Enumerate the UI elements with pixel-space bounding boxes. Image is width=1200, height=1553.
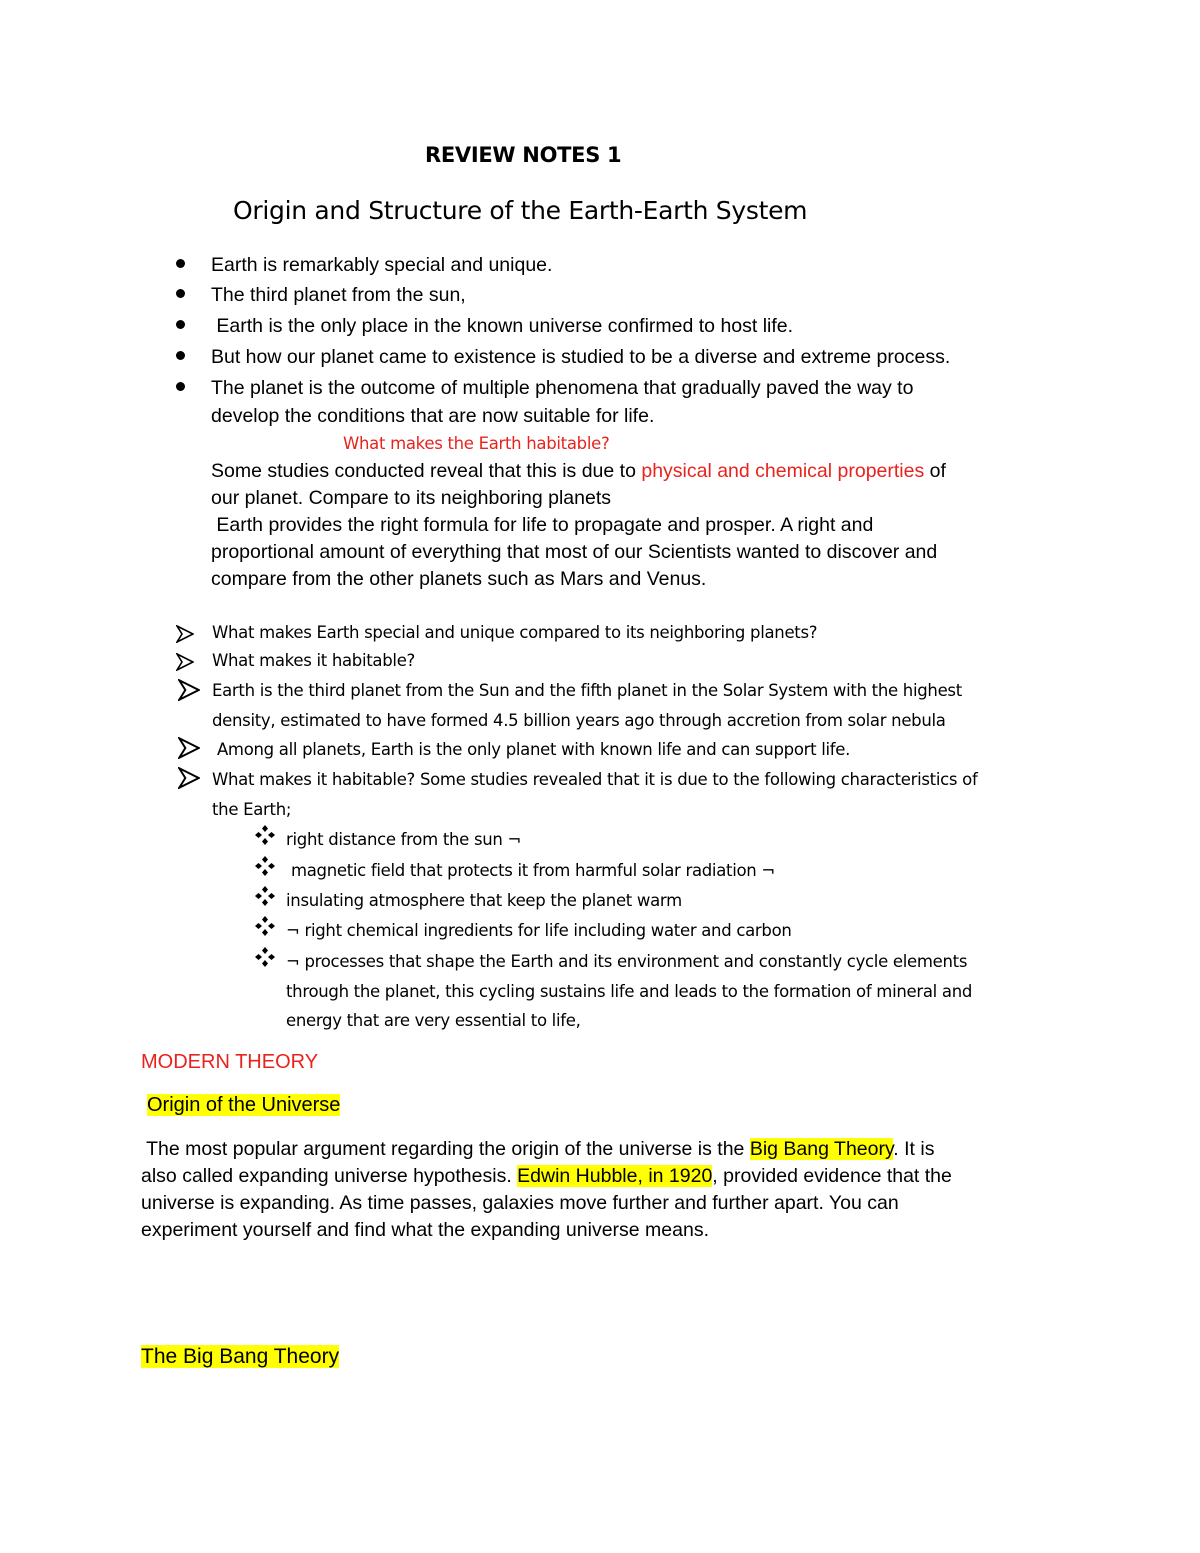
studies-line-3: Earth provides the right formula for life to propagate and prosper. A right and — [211, 514, 874, 536]
list-item-continuation: through the planet, this cycling sustains life and leads to the formation of mineral and — [286, 982, 973, 1001]
list-item: Among all planets, Earth is the only planet with known life and can support life. — [212, 740, 851, 759]
hubble-highlight: Edwin Hubble, in 1920 — [517, 1165, 713, 1187]
studies-text: Some studies conducted reveal that this is due to — [211, 460, 642, 482]
paragraph-line-2 — [141, 1163, 952, 1190]
bullet-dot-icon — [176, 351, 185, 360]
bullet-dot-icon — [176, 320, 185, 329]
modern-theory-heading: MODERN THEORY — [141, 1051, 319, 1073]
para-text: . It is — [893, 1138, 935, 1160]
diamond-bullet-icon — [254, 855, 276, 877]
list-item-continuation: density, estimated to have formed 4.5 billion years ago through accretion from solar nebula — [212, 711, 946, 730]
list-item: But how our planet came to existence is studied to be a diverse and extreme process. — [211, 346, 951, 368]
list-item: Earth is remarkably special and unique. — [211, 254, 553, 276]
origin-heading-text: Origin of the Universe — [147, 1094, 341, 1116]
para-text: , provided evidence that the — [712, 1165, 952, 1187]
list-item: magnetic field that protects it from harmful solar radiation ¬ — [286, 861, 775, 880]
paragraph-line-3: universe is expanding. As time passes, galaxies move further and further apart. You can — [141, 1192, 899, 1214]
studies-text-end: of — [924, 460, 946, 482]
page-subtitle: Origin and Structure of the Earth-Earth System — [233, 196, 808, 225]
page-title: REVIEW NOTES 1 — [425, 143, 622, 167]
studies-line-1 — [211, 458, 946, 485]
list-item: The planet is the outcome of multiple phenomena that gradually paved the way to — [211, 377, 914, 399]
list-item: right distance from the sun ¬ — [286, 830, 522, 849]
list-item: What makes it habitable? — [212, 651, 416, 670]
arrow-bullet-icon — [178, 679, 200, 701]
big-bang-heading — [141, 1345, 339, 1369]
big-bang-heading-text: The Big Bang Theory — [141, 1345, 340, 1368]
diamond-bullet-icon — [254, 915, 276, 937]
studies-line-5: compare from the other planets such as Mars and Venus. — [211, 568, 707, 590]
bullet-dot-icon — [176, 382, 185, 391]
list-item: ¬ right chemical ingredients for life including water and carbon — [286, 921, 792, 940]
diamond-bullet-icon — [254, 885, 276, 907]
studies-highlight: physical and chemical properties — [641, 460, 925, 482]
para-text: The most popular argument regarding the origin of the universe is the — [141, 1138, 750, 1160]
list-item: The third planet from the sun, — [211, 284, 466, 306]
list-item: Earth is the only place in the known universe confirmed to host life. — [211, 315, 794, 337]
paragraph-line-1 — [141, 1136, 934, 1163]
list-item-continuation: develop the conditions that are now suitable for life. — [211, 405, 655, 427]
origin-heading — [147, 1094, 340, 1117]
paragraph-line-4: experiment yourself and find what the expanding universe means. — [141, 1219, 710, 1241]
para-text: also called expanding universe hypothesis. — [141, 1165, 518, 1187]
list-item: ¬ processes that shape the Earth and its environment and constantly cycle elements — [286, 952, 968, 971]
bullet-dot-icon — [176, 259, 185, 268]
arrow-bullet-icon — [178, 737, 200, 759]
studies-line-4: proportional amount of everything that most of our Scientists wanted to discover and — [211, 541, 938, 563]
list-item-continuation: energy that are very essential to life, — [286, 1011, 581, 1030]
studies-line-2: our planet. Compare to its neighboring planets — [211, 487, 611, 509]
arrow-bullet-icon — [176, 653, 194, 671]
diamond-bullet-icon — [254, 824, 276, 846]
arrow-bullet-icon — [176, 625, 194, 643]
bullet-dot-icon — [176, 289, 185, 298]
arrow-bullet-icon — [178, 767, 200, 789]
list-item: What makes it habitable? Some studies revealed that it is due to the following characteristics of — [212, 770, 978, 789]
list-item: What makes Earth special and unique compared to its neighboring planets? — [212, 623, 818, 642]
diamond-bullet-icon — [254, 946, 276, 968]
list-item-continuation: the Earth; — [212, 800, 292, 819]
big-bang-highlight: Big Bang Theory — [749, 1138, 894, 1160]
habitable-heading: What makes the Earth habitable? — [343, 434, 610, 453]
list-item: Earth is the third planet from the Sun and the fifth planet in the Solar System with the highest — [212, 681, 962, 700]
list-item: insulating atmosphere that keep the planet warm — [286, 891, 682, 910]
